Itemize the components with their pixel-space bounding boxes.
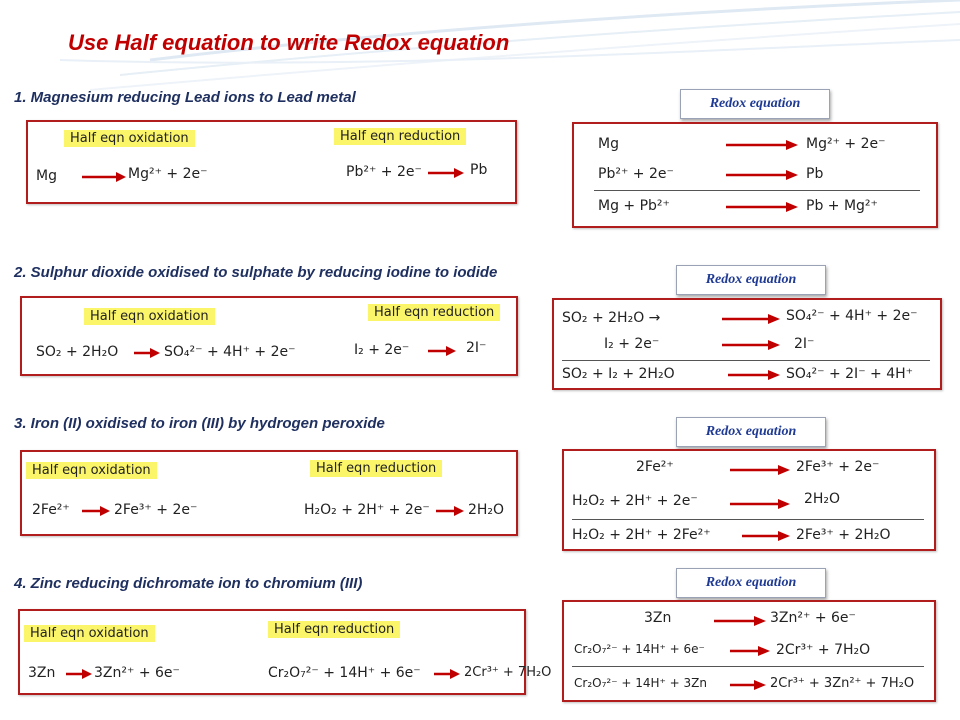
section-2-redox-label: Redox equation bbox=[676, 265, 826, 295]
section-1-half-box bbox=[26, 120, 517, 204]
section-1-ox-label: Half eqn oxidation bbox=[64, 130, 195, 147]
arrow-icon bbox=[434, 504, 466, 518]
section-3-redox-1-left: 2Fe²⁺ bbox=[636, 459, 674, 475]
section-3-red-right: 2H₂O bbox=[468, 502, 505, 518]
arrow-icon bbox=[724, 200, 800, 214]
section-3-redox-box bbox=[562, 449, 936, 551]
section-2-red-label: Half eqn reduction bbox=[368, 304, 500, 321]
section-1-redox-2-right: Pb bbox=[806, 166, 824, 182]
section-2-red-right: 2I⁻ bbox=[466, 340, 487, 356]
arrow-icon bbox=[80, 170, 128, 184]
section-1-redox-3-right: Pb + Mg²⁺ bbox=[806, 198, 878, 214]
section-4-ox-label: Half eqn oxidation bbox=[24, 625, 155, 642]
section-4-red-left: Cr₂O₇²⁻ + 14H⁺ + 6e⁻ bbox=[268, 665, 421, 681]
divider bbox=[562, 360, 930, 361]
section-2-redox-3-left: SO₂ + I₂ + 2H₂O bbox=[562, 366, 675, 382]
section-4-red-label: Half eqn reduction bbox=[268, 621, 400, 638]
arrow-icon bbox=[724, 138, 800, 152]
section-2-half-box bbox=[20, 296, 518, 376]
arrow-icon bbox=[132, 346, 162, 360]
section-2-ox-right: SO₄²⁻ + 4H⁺ + 2e⁻ bbox=[164, 344, 296, 360]
section-4-redox-1-right: 3Zn²⁺ + 6e⁻ bbox=[770, 610, 856, 626]
section-3-red-label: Half eqn reduction bbox=[310, 460, 442, 477]
section-4-redox-3-left: Cr₂O₇²⁻ + 14H⁺ + 3Zn bbox=[574, 676, 707, 690]
arrow-icon bbox=[64, 667, 94, 681]
section-2-redox-1-left: SO₂ + 2H₂O → bbox=[562, 310, 661, 326]
section-3-red-left: H₂O₂ + 2H⁺ + 2e⁻ bbox=[304, 502, 430, 518]
arrow-icon bbox=[426, 344, 458, 358]
divider bbox=[572, 666, 924, 667]
section-2-redox-2-left: I₂ + 2e⁻ bbox=[604, 336, 660, 352]
section-4-half-box bbox=[18, 609, 552, 695]
arrow-icon bbox=[712, 614, 768, 628]
section-4-ox-right: 3Zn²⁺ + 6e⁻ bbox=[94, 665, 180, 681]
section-1-red-right: Pb bbox=[470, 162, 488, 178]
section-2-heading: 2. Sulphur dioxide oxidised to sulphate by reducing iodine to iodide bbox=[14, 264, 498, 281]
section-2-redox-box bbox=[552, 298, 942, 390]
arrow-icon bbox=[728, 497, 792, 511]
arrow-icon bbox=[726, 368, 782, 382]
section-3-ox-right: 2Fe³⁺ + 2e⁻ bbox=[114, 502, 198, 518]
arrow-icon bbox=[720, 312, 782, 326]
section-3-redox-3-right: 2Fe³⁺ + 2H₂O bbox=[796, 527, 891, 543]
arrow-icon bbox=[80, 504, 112, 518]
section-3-ox-left: 2Fe²⁺ bbox=[32, 502, 70, 518]
section-4-redox-2-left: Cr₂O₇²⁻ + 14H⁺ + 6e⁻ bbox=[574, 642, 705, 656]
section-2-redox-1-right: SO₄²⁻ + 4H⁺ + 2e⁻ bbox=[786, 308, 918, 324]
section-1-redox-2-left: Pb²⁺ + 2e⁻ bbox=[598, 166, 674, 182]
section-4-redox-1-left: 3Zn bbox=[644, 610, 672, 626]
arrow-icon bbox=[728, 644, 772, 658]
arrow-icon bbox=[724, 168, 800, 182]
section-2-red-left: I₂ + 2e⁻ bbox=[354, 342, 410, 358]
arrow-icon bbox=[426, 166, 466, 180]
section-4-ox-left: 3Zn bbox=[28, 665, 56, 681]
section-4-redox-box bbox=[562, 600, 936, 702]
section-1-redox-label: Redox equation bbox=[680, 89, 830, 119]
section-1-red-label: Half eqn reduction bbox=[334, 128, 466, 145]
section-3-redox-2-left: H₂O₂ + 2H⁺ + 2e⁻ bbox=[572, 493, 698, 509]
section-2-redox-2-right: 2I⁻ bbox=[794, 336, 815, 352]
divider bbox=[594, 190, 920, 191]
page-title: Use Half equation to write Redox equation bbox=[68, 30, 510, 55]
section-3-redox-2-right: 2H₂O bbox=[804, 491, 841, 507]
section-1-ox-left: Mg bbox=[36, 168, 57, 184]
section-4-heading: 4. Zinc reducing dichromate ion to chromium (III) bbox=[14, 575, 363, 592]
section-1-redox-3-left: Mg + Pb²⁺ bbox=[598, 198, 670, 214]
arrow-icon bbox=[728, 678, 768, 692]
arrow-icon bbox=[740, 529, 792, 543]
section-4-redox-label: Redox equation bbox=[676, 568, 826, 598]
section-3-heading: 3. Iron (II) oxidised to iron (III) by hydrogen peroxide bbox=[14, 415, 385, 432]
arrow-icon bbox=[728, 463, 792, 477]
section-1-redox-1-right: Mg²⁺ + 2e⁻ bbox=[806, 136, 886, 152]
section-3-half-box bbox=[20, 450, 518, 536]
section-3-redox-1-right: 2Fe³⁺ + 2e⁻ bbox=[796, 459, 880, 475]
section-2-ox-label: Half eqn oxidation bbox=[84, 308, 215, 325]
section-4-red-right: 2Cr³⁺ + 7H₂O bbox=[464, 665, 552, 680]
section-1-red-left: Pb²⁺ + 2e⁻ bbox=[346, 164, 422, 180]
section-2-redox-3-right: SO₄²⁻ + 2I⁻ + 4H⁺ bbox=[786, 366, 914, 382]
section-3-ox-label: Half eqn oxidation bbox=[26, 462, 157, 479]
arrow-icon bbox=[720, 338, 782, 352]
section-3-redox-3-left: H₂O₂ + 2H⁺ + 2Fe²⁺ bbox=[572, 527, 711, 543]
section-1-heading: 1. Magnesium reducing Lead ions to Lead metal bbox=[14, 89, 356, 106]
divider bbox=[572, 519, 924, 520]
section-3-redox-label: Redox equation bbox=[676, 417, 826, 447]
section-1-ox-right: Mg²⁺ + 2e⁻ bbox=[128, 166, 208, 182]
section-1-redox-1-left: Mg bbox=[598, 136, 619, 152]
section-1-redox-box bbox=[572, 122, 938, 228]
section-4-redox-3-right: 2Cr³⁺ + 3Zn²⁺ + 7H₂O bbox=[770, 676, 915, 691]
arrow-icon bbox=[432, 667, 462, 681]
section-4-redox-2-right: 2Cr³⁺ + 7H₂O bbox=[776, 642, 871, 658]
section-2-ox-left: SO₂ + 2H₂O bbox=[36, 344, 119, 360]
